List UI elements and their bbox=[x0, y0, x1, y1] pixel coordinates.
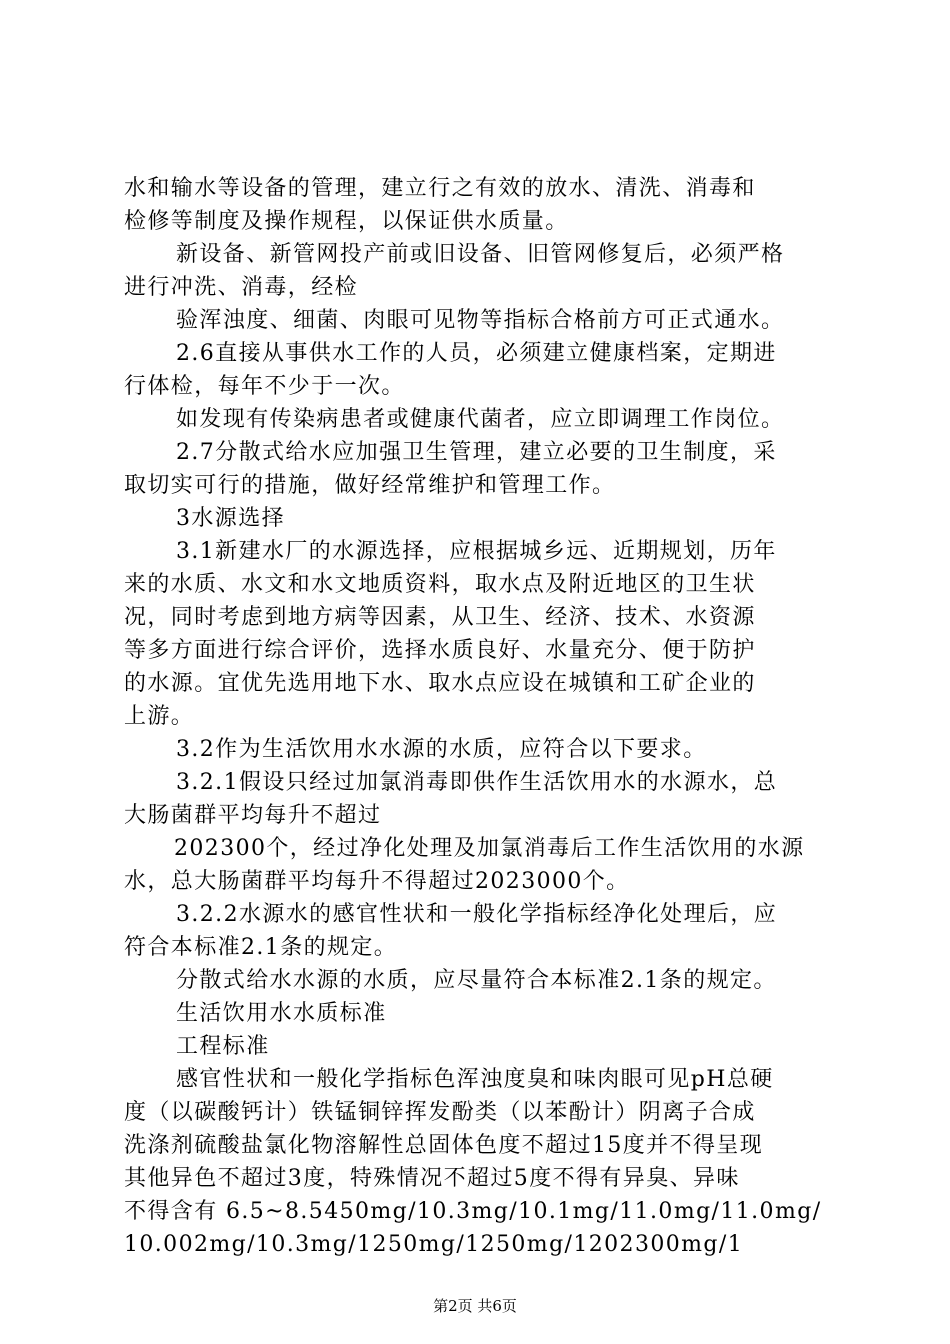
section-heading: 工程标准 bbox=[176, 1034, 270, 1059]
text-line: 水，总大肠菌群平均每升不得超过2023000个。 bbox=[124, 869, 630, 894]
text-line: 的水源。宜优先选用地下水、取水点应设在城镇和工矿企业的 bbox=[124, 671, 756, 696]
text-line: 上游。 bbox=[124, 704, 195, 729]
text-line: 符合本标准2.1条的规定。 bbox=[124, 935, 398, 960]
text-line: 大肠菌群平均每升不超过 bbox=[124, 803, 382, 828]
section-heading: 3水源选择 bbox=[176, 506, 285, 531]
section-heading: 生活饮用水水质标准 bbox=[176, 1001, 387, 1026]
text-line: 202300个，经过净化处理及加氯消毒后工作生活饮用的水源 bbox=[174, 836, 805, 861]
text-line: 度（以碳酸钙计）铁锰铜锌挥发酚类（以苯酚计）阴离子合成 bbox=[124, 1100, 756, 1125]
text-line: 3.2.2水源水的感官性状和一般化学指标经净化处理后，应 bbox=[176, 902, 778, 927]
text-line: 分散式给水水源的水质，应尽量符合本标准2.1条的规定。 bbox=[176, 968, 777, 993]
text-line: 感官性状和一般化学指标色浑浊度臭和味肉眼可见pH总硬 bbox=[176, 1067, 774, 1092]
text-line: 取切实可行的措施，做好经常维护和管理工作。 bbox=[124, 473, 616, 498]
page-number-footer: 第2页 共6页 bbox=[433, 1297, 517, 1315]
document-body bbox=[124, 172, 838, 1261]
text-line: 来的水质、水文和水文地质资料，取水点及附近地区的卫生状 bbox=[124, 572, 756, 597]
text-line: 其他异色不超过3度，特殊情况不超过5度不得有异臭、异味 bbox=[124, 1166, 740, 1191]
text-line: 检修等制度及操作规程，以保证供水质量。 bbox=[124, 209, 569, 234]
text-line: 验浑浊度、细菌、肉眼可见物等指标合格前方可正式通水。 bbox=[176, 308, 785, 333]
text-line: 3.1新建水厂的水源选择，应根据城乡远、近期规划，历年 bbox=[176, 539, 777, 564]
text-line: 不得含有 6.5~8.5450mg/10.3mg/10.1mg/11.0mg/11.0mg/ bbox=[124, 1199, 822, 1224]
text-line: 如发现有传染病患者或健康代菌者，应立即调理工作岗位。 bbox=[176, 407, 785, 432]
text-line: 3.2.1假设只经过加氯消毒即供作生活饮用水的水源水，总 bbox=[176, 770, 778, 795]
text-line: 3.2作为生活饮用水水源的水质，应符合以下要求。 bbox=[176, 737, 707, 762]
text-line: 洗涤剂硫酸盐氯化物溶解性总固体色度不超过15度并不得呈现 bbox=[124, 1133, 764, 1158]
text-line: 行体检，每年不少于一次。 bbox=[124, 374, 405, 399]
text-line: 水和输水等设备的管理，建立行之有效的放水、清洗、消毒和 bbox=[124, 176, 756, 201]
text-line: 10.002mg/10.3mg/1250mg/1250mg/1202300mg/1 bbox=[124, 1232, 744, 1257]
text-line: 2.6直接从事供水工作的人员，必须建立健康档案，定期进 bbox=[176, 341, 777, 366]
text-line: 2.7分散式给水应加强卫生管理，建立必要的卫生制度，采 bbox=[176, 440, 777, 465]
text-line: 进行冲洗、消毒，经检 bbox=[124, 275, 359, 300]
text-line: 新设备、新管网投产前或旧设备、旧管网修复后，必须严格 bbox=[176, 242, 785, 267]
text-line: 等多方面进行综合评价，选择水质良好、水量充分、便于防护 bbox=[124, 638, 756, 663]
text-line: 况，同时考虑到地方病等因素，从卫生、经济、技术、水资源 bbox=[124, 605, 756, 630]
